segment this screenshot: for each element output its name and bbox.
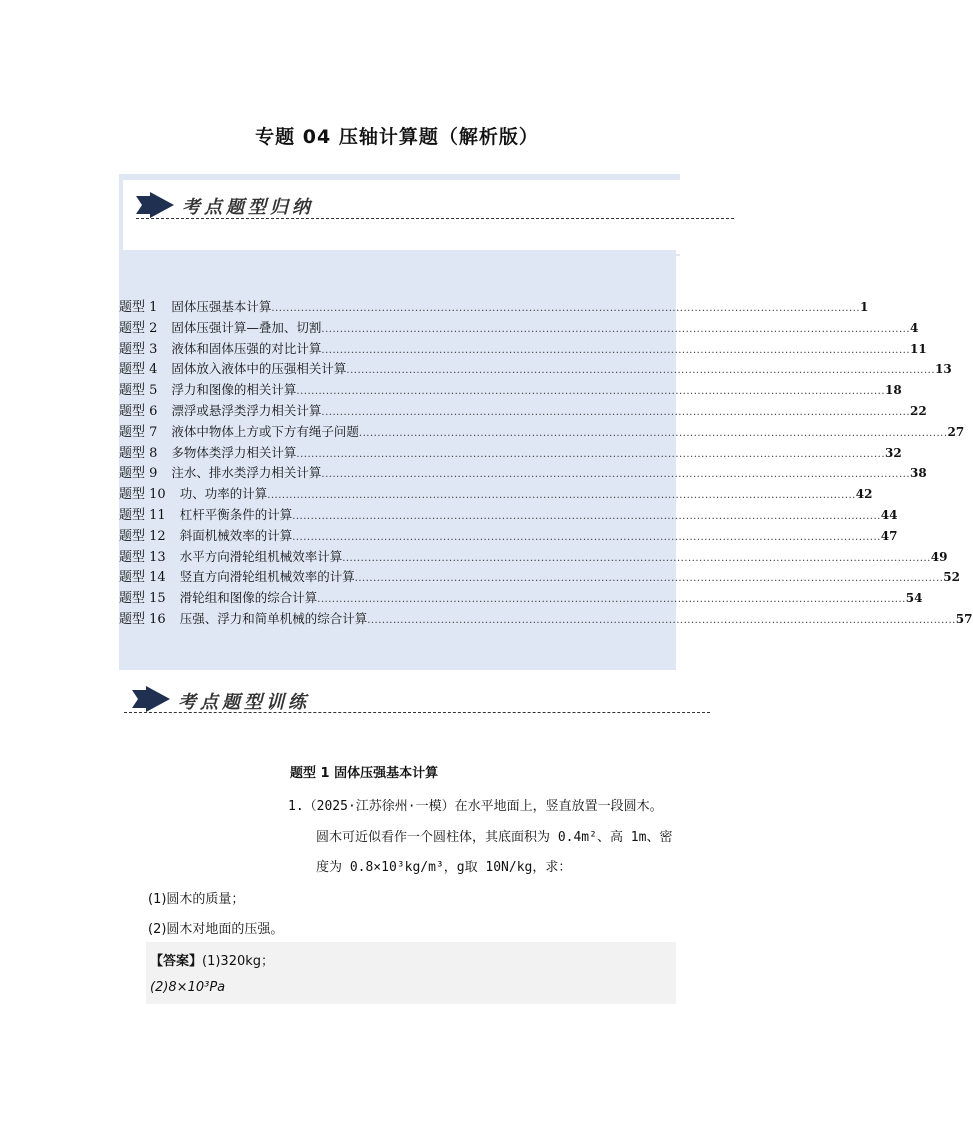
toc-dot-leader: ................................................................................................................................................................ (342, 552, 931, 564)
toc-entry-label: 滑轮组和图像的综合计算 (179, 590, 318, 606)
toc-entry-page: 57 (955, 612, 973, 626)
toc-entry[interactable] (119, 566, 960, 586)
toc-entry-number: 题型 9 (119, 466, 158, 482)
toc-dot-leader: ................................................................................................................................................................ (317, 594, 906, 606)
toc-entry-number: 题型 13 (119, 549, 166, 565)
toc-entry-label: 液体中物体上方或下方有绳子问题 (171, 423, 359, 439)
toc-entry[interactable] (119, 587, 923, 607)
question-source: （2025·江苏徐州·一模） (303, 799, 455, 814)
question-text: 在水平地面上，竖直放置一段圆木。 (454, 799, 663, 814)
toc-entry-label: 水平方向滑轮组机械效率计算 (179, 548, 343, 564)
toc-entry-page: 54 (905, 591, 923, 606)
toc-entry[interactable] (119, 608, 973, 628)
toc-entry[interactable] (119, 317, 919, 337)
arrow-right-icon (136, 192, 174, 218)
toc-dot-leader: ................................................................................................................................................................ (296, 448, 886, 460)
arrow-right-icon (132, 686, 170, 712)
toc-entry[interactable] (119, 379, 902, 399)
toc-entry[interactable] (119, 400, 927, 420)
toc-entry-label: 斜面机械效率的计算 (179, 527, 293, 543)
toc-entry-label: 固体压强基本计算 (171, 299, 272, 314)
toc-entry-number: 题型 16 (119, 612, 166, 627)
answer-tag: 【答案】 (150, 954, 203, 969)
toc-entry-label: 漂浮或悬浮类浮力相关计算 (171, 403, 322, 418)
toc-entry-label: 固体压强计算—叠加、切割 (171, 319, 322, 335)
toc-entry[interactable] (119, 338, 927, 358)
toc-entry-page: 13 (935, 362, 952, 377)
toc-entry[interactable] (119, 421, 965, 441)
toc-entry-page: 32 (885, 445, 902, 460)
toc-entry-page: 52 (943, 570, 960, 585)
toc-entry-page: 4 (910, 320, 919, 335)
section-divider (136, 218, 734, 219)
question-line-3: 度为 0.8×10³kg/m³，g取 10N/kg，求： (316, 860, 572, 875)
toc-entry-number: 题型 7 (119, 424, 158, 440)
toc-dot-leader: ................................................................................................................................................................ (296, 386, 886, 398)
question-line-1 (288, 795, 663, 814)
toc-entry-number: 题型 15 (119, 591, 166, 607)
toc-entry-page: 27 (947, 424, 965, 439)
toc-dot-leader: ................................................................................................................................................................ (321, 407, 911, 418)
toc-entry-page: 38 (910, 466, 927, 481)
toc-dot-leader: ................................................................................................................................................................ (321, 323, 911, 335)
toc-dot-leader: ................................................................................................................................................................ (292, 511, 881, 522)
toc-entry-number: 题型 2 (119, 320, 158, 336)
page-title: 专题 04 压轴计算题（解析版） (255, 126, 539, 148)
toc-entry[interactable] (119, 504, 898, 524)
toc-entry-page: 11 (910, 341, 927, 356)
toc-dot-leader: ................................................................................................................................................................ (292, 531, 881, 543)
toc-dot-leader: ................................................................................................................................................................ (367, 615, 956, 626)
answer-part-1: (1)320kg； (202, 954, 275, 969)
toc-dot-leader: ................................................................................................................................................................ (358, 427, 948, 439)
toc-entry-page: 47 (880, 528, 898, 543)
toc-entry-label: 注水、排水类浮力相关计算 (171, 465, 322, 481)
toc-dot-leader: ................................................................................................................................................................ (267, 490, 856, 502)
toc-entry-page: 1 (860, 300, 869, 314)
toc-entry[interactable] (119, 483, 873, 503)
toc-entry-label: 多物体类浮力相关计算 (171, 444, 297, 460)
toc-entry-number: 题型 10 (119, 487, 166, 503)
question-line-2: 圆木可近似看作一个圆柱体，其底面积为 0.4m²、高 1m、密 (316, 830, 673, 845)
question-type-heading: 题型 1 固体压强基本计算 (290, 766, 439, 781)
answer-line-1 (150, 950, 274, 969)
answer-line-2: (2)8×10³Pa (150, 980, 226, 995)
sub-question-2: (2)圆木对地面的压强。 (148, 922, 284, 937)
section-divider (124, 712, 710, 713)
toc-entry-page: 18 (885, 383, 902, 398)
toc-entry-label: 杠杆平衡条件的计算 (179, 507, 293, 522)
toc-dot-leader: ................................................................................................................................................................ (354, 573, 944, 585)
toc-dot-leader: ................................................................................................................................................................ (321, 344, 911, 356)
toc-entry-number: 题型 6 (119, 404, 158, 419)
toc-entry[interactable] (119, 442, 902, 462)
toc-entry-number: 题型 5 (119, 383, 158, 399)
toc-entry-number: 题型 4 (119, 362, 158, 378)
summary-heading: 考点题型归纳 (182, 197, 314, 218)
toc-entry-label: 固体放入液体中的压强相关计算 (171, 361, 347, 377)
toc-entry-number: 题型 8 (119, 445, 158, 461)
toc-entry-label: 液体和固体压强的对比计算 (171, 340, 322, 356)
toc-entry-page: 49 (930, 549, 948, 564)
toc-entry[interactable] (119, 546, 948, 566)
toc-entry-number: 题型 1 (119, 300, 158, 315)
toc-entry[interactable] (119, 462, 927, 482)
toc-dot-leader: ................................................................................................................................................................ (346, 365, 936, 377)
toc-dot-leader: ................................................................................................................................................................ (321, 469, 911, 481)
toc-entry-label: 功、功率的计算 (179, 486, 268, 502)
toc-entry-number: 题型 14 (119, 570, 166, 586)
question-number: 1. (288, 799, 304, 814)
toc-entry[interactable] (119, 525, 898, 545)
sub-question-1: (1)圆木的质量； (148, 892, 245, 907)
toc-entry-label: 竖直方向滑轮组机械效率的计算 (179, 569, 355, 585)
toc-entry[interactable] (119, 296, 869, 316)
toc-entry-label: 压强、浮力和简单机械的综合计算 (179, 611, 368, 626)
training-heading: 考点题型训练 (178, 692, 310, 713)
toc-entry[interactable] (119, 358, 952, 378)
toc-entry-number: 题型 12 (119, 528, 166, 544)
toc-entry-label: 浮力和图像的相关计算 (171, 382, 297, 398)
toc-entry-number: 题型 3 (119, 341, 158, 357)
toc-entry-number: 题型 11 (119, 508, 166, 523)
toc-dot-leader: ................................................................................................................................................................ (271, 303, 861, 314)
toc-entry-page: 44 (880, 508, 898, 522)
toc-entry-page: 42 (855, 487, 873, 502)
toc-entry-page: 22 (910, 404, 927, 418)
